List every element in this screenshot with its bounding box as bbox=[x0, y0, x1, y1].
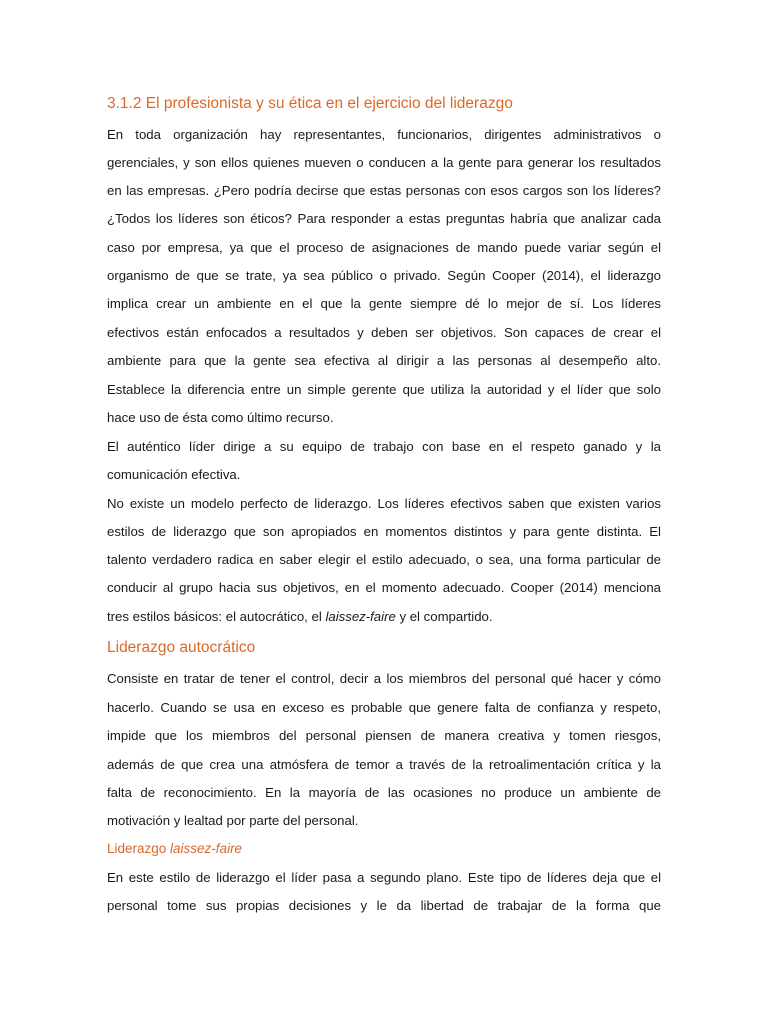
text-line: ambiente para que la gente sea efectiva al dirigir a las personas al desempeño alto. bbox=[107, 353, 661, 368]
text-line: además de que crea una atmósfera de temor a través de la retroalimentación crítica y la bbox=[107, 757, 661, 772]
text-line: En toda organización hay representantes, funcionarios, dirigentes administrativos o bbox=[107, 127, 661, 142]
text-run: y el compartido. bbox=[395, 609, 493, 624]
text-line: implica crear un ambiente en el que la gente siempre dé lo mejor de sí. Los líderes bbox=[107, 296, 661, 311]
text-line: talento verdadero radica en saber elegir el estilo adecuado, o sea, una forma particular de bbox=[107, 552, 661, 567]
text-line: No existe un modelo perfecto de liderazgo. Los líderes efectivos saben que existen varios bbox=[107, 496, 661, 511]
heading-liderazgo-autocratico: Liderazgo autocrático bbox=[107, 639, 256, 656]
text-line: comunicación efectiva. bbox=[107, 467, 241, 482]
text-run: tres estilos básicos: el autocrático, el bbox=[107, 609, 326, 624]
text-line: en las empresas. ¿Pero podría decirse que estas personas con esos cargos son los líderes? bbox=[107, 183, 661, 198]
text-line: motivación y lealtad por parte del personal. bbox=[107, 813, 359, 828]
text-line: Consiste en tratar de tener el control, decir a los miembros del personal qué hacer y cómo bbox=[107, 671, 661, 686]
text-line bbox=[107, 608, 661, 626]
text-line: caso por empresa, ya que el proceso de asignaciones de mando puede variar según el bbox=[107, 240, 661, 255]
text-line: gerenciales, y son ellos quienes mueven o conducen a la gente para generar los resultados bbox=[107, 155, 661, 170]
italic-term: laissez-faire bbox=[325, 609, 396, 624]
italic-term: laissez-faire bbox=[170, 841, 243, 856]
section-title: 3.1.2 El profesionista y su ética en el ejercicio del liderazgo bbox=[107, 95, 513, 112]
text-line: En este estilo de liderazgo el líder pasa a segundo plano. Este tipo de líderes deja que el bbox=[107, 870, 661, 885]
text-line: El auténtico líder dirige a su equipo de trabajo con base en el respeto ganado y la bbox=[107, 439, 661, 454]
text-line: conducir al grupo hacia sus objetivos, en el momento adecuado. Cooper (2014) menciona bbox=[107, 580, 661, 595]
text-line: hace uso de ésta como último recurso. bbox=[107, 410, 334, 425]
text-line: falta de reconocimiento. En la mayoría de las ocasiones no produce un ambiente de bbox=[107, 785, 661, 800]
text-line: efectivos están enfocados a resultados y deben ser objetivos. Son capaces de crear el bbox=[107, 325, 661, 340]
text-line: hacerlo. Cuando se usa en exceso es probable que genere falta de confianza y respeto, bbox=[107, 700, 661, 715]
text-line: personal tome sus propias decisiones y le da libertad de trabajar de la forma que bbox=[107, 898, 661, 913]
text-line: impide que los miembros del personal piensen de manera creativa y tomen riesgos, bbox=[107, 728, 661, 743]
text-line: organismo de que se trate, ya sea público o privado. Según Cooper (2014), el liderazgo bbox=[107, 268, 661, 283]
text-run: Liderazgo bbox=[107, 841, 171, 856]
text-line: ¿Todos los líderes son éticos? Para responder a estas preguntas habría que analizar cada bbox=[107, 211, 661, 226]
text-line: estilos de liderazgo que son apropiados en momentos distintos y para gente distinta. El bbox=[107, 524, 661, 539]
heading-liderazgo-laissez-faire bbox=[107, 840, 242, 858]
text-line: Establece la diferencia entre un simple gerente que utiliza la autoridad y el líder que solo bbox=[107, 382, 661, 397]
